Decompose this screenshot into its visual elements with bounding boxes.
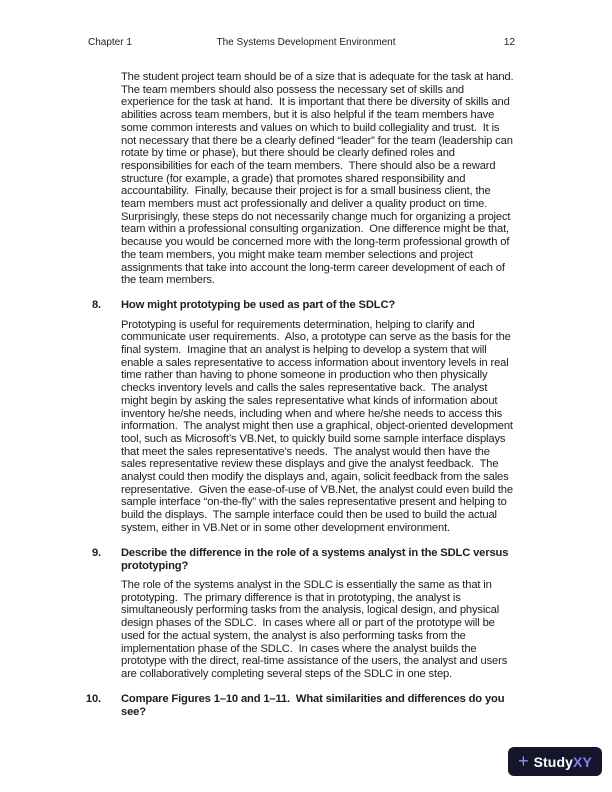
plus-icon: + <box>518 750 529 771</box>
text-line: sample interface “on-the-fly” with the sales representative present and helping to <box>121 496 507 509</box>
text-line: inventory he/she needs, including when and where he/she needs to access this <box>121 407 503 420</box>
text-line: structure (for example, a grade) that promotes shared responsibility and <box>121 172 466 185</box>
text-line: rotate by time or phase), but there should be clearly defined roles and <box>121 147 455 160</box>
text-line: How might prototyping be used as part of the SDLC? <box>121 299 396 312</box>
text-line: the team members, you might make team member selections and project <box>121 248 473 261</box>
text-line: simultaneously performing tasks from the analysis, logical design, and physical <box>121 604 500 617</box>
text-line: some common interests and values on which to build collegiality and trust. It is <box>121 121 500 134</box>
header-title: The Systems Development Environment <box>216 37 396 48</box>
question-number: 9. <box>91 546 101 559</box>
text-line: The role of the systems analyst in the SDLC is essentially the same as that in <box>121 578 492 591</box>
text-line: design phases of the SDLC. In cases where all or part of the prototype will be <box>121 617 495 630</box>
text-line: sales representative review these displays and give the analyst feedback. The <box>121 458 499 471</box>
text-line: because you would be concerned more with the long-term professional growth of <box>121 236 510 249</box>
text-line: not necessary that there be a clearly defined “leader” for the team (leadership can <box>121 134 513 147</box>
text-line: see? <box>121 705 146 718</box>
text-line: team members must act professionally and deliver a quality product on time. <box>121 198 488 211</box>
document-body <box>0 71 612 725</box>
text-line: Describe the difference in the role of a systems analyst in the SDLC versus <box>121 546 509 559</box>
text-line: Compare Figures 1–10 and 1–11. What similarities and differences do you <box>121 693 505 705</box>
header-page-number: 12 <box>503 37 515 48</box>
question-10 <box>85 693 612 718</box>
text-line: representative. Given the ease-of-use of VB.Net, the analyst could even build the <box>121 483 513 496</box>
text-line: assignments that take into account the long-term career development of each of <box>121 261 505 274</box>
text-line: prototyping. The primary difference is that in prototyping, the analyst is <box>121 591 461 604</box>
text-line: the team members. <box>121 274 215 287</box>
text-line: final system. Imagine that an analyst is helping to develop a system that will <box>121 344 487 357</box>
text-line: used for the actual system, the analyst is also performing tasks from the <box>121 629 466 642</box>
question-9 <box>91 546 612 572</box>
question-number: 8. <box>91 299 101 312</box>
answer-question-9 <box>121 579 612 681</box>
text-line: system, either in VB.Net or in some other development environment. <box>121 521 450 534</box>
studyxy-logo-badge[interactable] <box>508 747 602 776</box>
text-line: responsibilities for each of the team members. There should also be a reward <box>121 159 496 172</box>
text-line: that meet the sales representative’s needs. The analyst would then have the <box>121 445 490 458</box>
brand-name-label: Study <box>533 753 573 770</box>
text-line: implementation phase of the SDLC. In cases where the analyst builds the <box>121 642 477 655</box>
text-line: abilities across team members, but it is also helpful if the team members have <box>121 109 495 122</box>
text-line: build the displays. The sample interface could then be used to build the actual <box>121 509 497 522</box>
text-line: time rather than having to phone someone in production who then physically <box>121 369 488 382</box>
text-line: team within a professional consulting organization. One difference might be that, <box>121 223 509 236</box>
text-line: Surprisingly, these steps do not necessarily change much for organizing a project <box>121 210 511 223</box>
question-number: 10. <box>85 693 101 705</box>
text-line: enable a sales representative to access information about inventory levels in real <box>121 356 509 369</box>
text-line: The student project team should be of a size that is adequate for the task at hand. <box>121 71 514 83</box>
text-line: Prototyping is useful for requirements determination, helping to clarify and <box>121 318 475 331</box>
brand-suffix-label: XY <box>573 753 592 770</box>
text-line: prototype with the direct, real-time assistance of the users, the analyst and users <box>121 655 508 668</box>
text-line: prototyping? <box>121 559 189 572</box>
text-line: The team members should also possess the necessary set of skills and <box>121 83 464 96</box>
text-line: analyst could then modify the displays and, again, solicit feedback from the sales <box>121 471 509 484</box>
text-line: checks inventory levels and calls the sales representative back. The analyst <box>121 382 488 395</box>
text-line: are collaboratively completing several steps of the SDLC in one step. <box>121 667 453 680</box>
text-line: experience for the task at hand. It is important that there be diversity of skills and <box>121 96 510 109</box>
text-line: tool, such as Microsoft’s VB.Net, to quickly build some sample interface displays <box>121 432 506 445</box>
answer-question-7 <box>121 71 612 287</box>
text-line: accountability. Finally, because their project is for a small business client, the <box>121 185 491 198</box>
text-line: might begin by asking the sales representative what kinds of information about <box>121 394 498 407</box>
text-line: information. The analyst might then use a graphical, object-oriented development <box>121 420 513 433</box>
header-chapter: Chapter 1 <box>88 37 132 48</box>
question-8 <box>91 299 612 312</box>
answer-question-8 <box>121 319 612 535</box>
text-line: communicate user requirements. Also, a prototype can serve as the basis for the <box>121 331 511 344</box>
